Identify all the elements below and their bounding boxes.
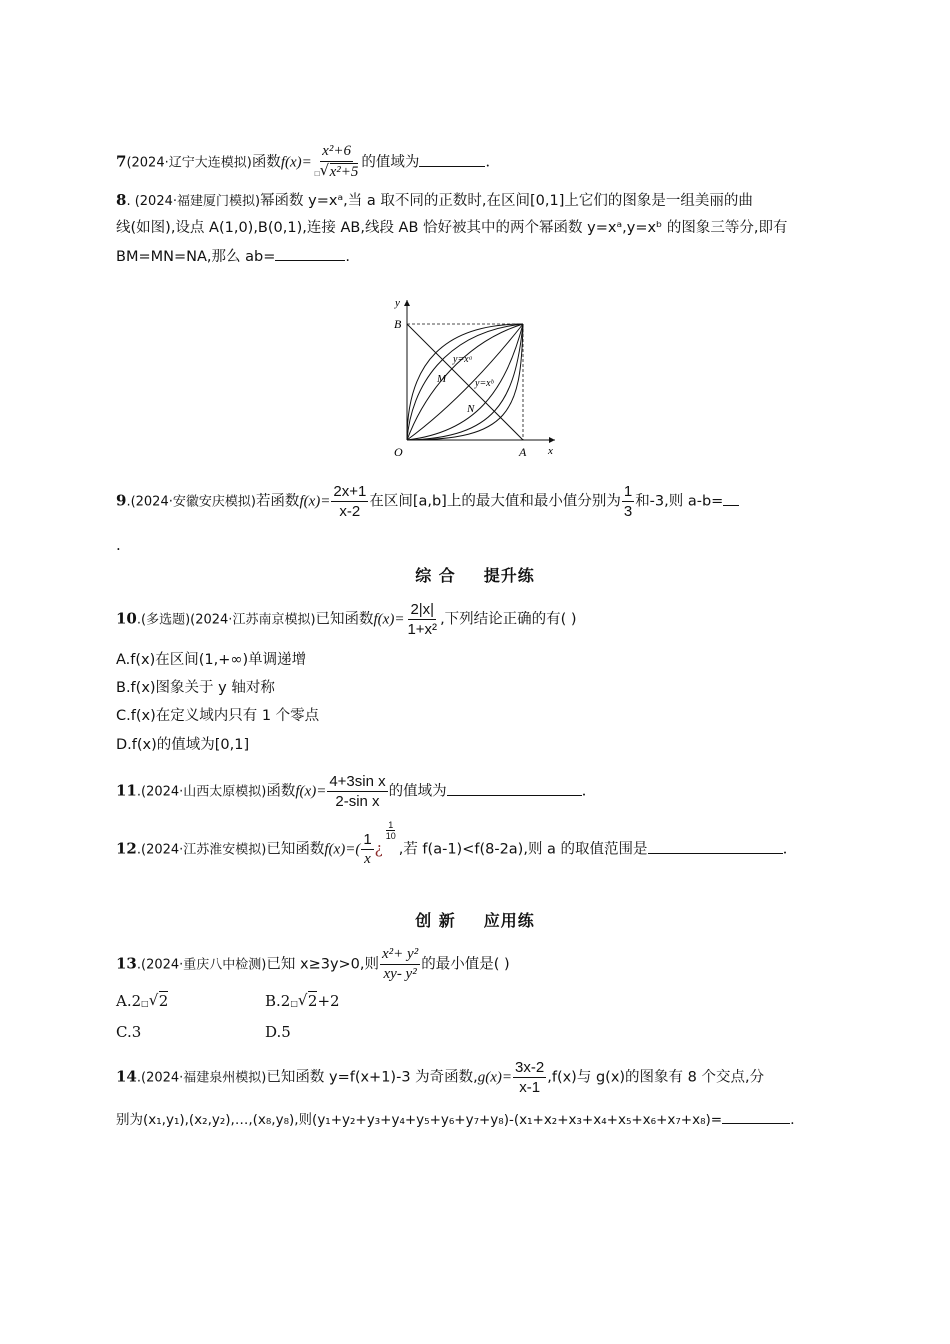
- question-text-tail: ,f(x)与 g(x)的图象有 8 个交点,分: [547, 1069, 765, 1086]
- radical: [320, 162, 359, 182]
- denominator: x: [364, 851, 371, 867]
- question-14-line-2: [116, 1109, 795, 1130]
- numerator: 3x-2: [515, 1059, 545, 1076]
- question-source: .(2024·山西太原模拟): [136, 784, 267, 800]
- question-line-1: 幂函数 y=xᵃ,当 a 取不同的正数时,在区间[0,1]上它们的图象是一组美丽的曲: [260, 193, 753, 209]
- radical: [149, 991, 169, 1011]
- question-text: 函数: [266, 783, 296, 800]
- question-number: 11: [116, 781, 137, 800]
- x-axis-arrow-icon: [549, 437, 555, 443]
- answer-blank[interactable]: [275, 246, 345, 261]
- option-tail: +2: [317, 992, 340, 1010]
- root-index-icon: □: [141, 999, 149, 1008]
- section-heading-comprehensive: [0, 563, 950, 586]
- question-9-end: .: [116, 536, 121, 554]
- fraction: [361, 830, 373, 869]
- question-13: [116, 945, 510, 984]
- numerator: 1: [623, 483, 633, 500]
- label-x: x: [548, 445, 553, 457]
- question-line-2: 别为(x₁,y₁),(x₂,y₂),…,(x₈,y₈),则(y₁+y₂+y₃+y₄+y₅+y₆+y₇+y₈)-(x₁+x₂+x₃+x₄+x₅+x₆+x₇+x₈)=: [116, 1112, 723, 1128]
- question-text-tail: 的值域为: [388, 783, 447, 800]
- exponent-numerator: 1: [388, 820, 394, 830]
- y-axis-arrow-icon: [404, 300, 410, 306]
- answer-blank[interactable]: [648, 839, 783, 854]
- option-label: B.2: [265, 992, 291, 1010]
- question-source: .(2024·重庆八中检测): [136, 957, 267, 973]
- numerator: 1: [363, 831, 372, 848]
- answer-blank[interactable]: [447, 781, 582, 796]
- period: .: [790, 1112, 795, 1128]
- function-name: f(x)=: [280, 154, 312, 171]
- question-text-tail: ,下列结论正确的有( ): [440, 611, 577, 628]
- section-label-a: 综 合: [415, 566, 456, 585]
- fraction: [313, 142, 361, 183]
- question-text: 函数: [251, 154, 281, 171]
- fraction: [405, 600, 439, 639]
- question-line-3: BM=MN=NA,那么 ab=: [116, 249, 276, 265]
- option-b[interactable]: [265, 991, 340, 1014]
- radicand: 2: [158, 992, 169, 1010]
- exponent-fraction: [384, 820, 398, 841]
- label-y-xb: y=xᵇ: [475, 378, 494, 389]
- fraction: [513, 1058, 546, 1097]
- question-text: 已知 x≥3y>0,则: [266, 956, 380, 973]
- question-7: [116, 142, 490, 183]
- fraction: [327, 772, 387, 811]
- radical: [298, 991, 318, 1011]
- question-number: 12: [116, 839, 137, 858]
- label-m: M: [437, 373, 447, 385]
- question-text: 若函数: [255, 493, 300, 510]
- numerator: x²+ y²: [380, 945, 420, 965]
- question-text-tail: 和-3,则 a-b=: [635, 493, 724, 510]
- radicand: 2: [307, 992, 318, 1010]
- max-value-fraction: [622, 482, 634, 521]
- numerator: 2|x|: [410, 601, 435, 618]
- label-y: y: [395, 297, 400, 309]
- option-d[interactable]: D.5: [265, 1023, 291, 1041]
- function-name: f(x)=(: [324, 841, 361, 858]
- denominator: x-1: [519, 1079, 541, 1096]
- question-text: 已知函数: [315, 611, 374, 628]
- question-source: (2024·辽宁大连模拟): [126, 155, 252, 171]
- question-number: 8: [116, 191, 127, 209]
- function-name: f(x)=: [299, 493, 331, 510]
- numerator: x²+6: [320, 142, 353, 162]
- question-number: 7: [116, 152, 127, 171]
- option-c[interactable]: C.3: [116, 1023, 142, 1041]
- answer-blank[interactable]: [419, 152, 485, 167]
- root-index: □: [314, 169, 320, 178]
- question-text-tail: 的最小值是( ): [421, 956, 510, 973]
- question-11: [116, 772, 586, 811]
- option-label: A.2: [116, 992, 142, 1010]
- power-function-figure: [385, 292, 565, 462]
- denominator: 2-sin x: [335, 793, 380, 810]
- section-label-b: 提升练: [483, 566, 535, 585]
- denominator: [313, 162, 361, 183]
- question-8-line-2: 线(如图),设点 A(1,0),B(0,1),连接 AB,线段 AB 恰好被其中的两个幂函数 y=xᵃ,y=xᵇ 的图象三等分,即有: [116, 220, 788, 236]
- section-label-b: 应用练: [483, 911, 535, 930]
- fraction: [380, 945, 420, 984]
- question-10: [116, 600, 577, 639]
- question-text-tail: 的值域为: [361, 154, 420, 171]
- question-source: . (2024·福建厦门模拟): [126, 194, 261, 209]
- radicand: x²+5: [329, 164, 359, 180]
- question-number: 14: [116, 1067, 137, 1086]
- question-source: .(2024·福建泉州模拟): [136, 1070, 267, 1086]
- question-12: [116, 820, 788, 869]
- question-8: [116, 190, 753, 212]
- period: .: [782, 839, 788, 858]
- question-text-tail: ,若 f(a-1)<f(8-2a),则 a 的取值范围是: [398, 841, 648, 858]
- question-number: 10: [116, 609, 137, 628]
- root-index-icon: □: [290, 999, 298, 1008]
- denominator: 1+x²: [407, 621, 438, 638]
- label-y-xa: y=xᵃ: [453, 354, 473, 365]
- answer-blank[interactable]: [723, 491, 739, 506]
- question-source: .(多选题)(2024·江苏南京模拟): [136, 612, 316, 628]
- function-name: f(x)=: [295, 783, 327, 800]
- question-9: [116, 482, 739, 521]
- question-text-mid: 在区间[a,b]上的最大值和最小值分别为: [369, 493, 621, 510]
- function-name: f(x)=: [373, 611, 405, 628]
- question-8-line-3: [116, 246, 350, 267]
- answer-blank[interactable]: [722, 1109, 790, 1124]
- question-text: 已知函数: [266, 841, 325, 858]
- period: .: [581, 781, 587, 800]
- question-source: .(2024·江苏淮安模拟): [136, 842, 267, 858]
- denominator: x-2: [339, 503, 361, 520]
- question-14: [116, 1058, 764, 1097]
- period: .: [345, 249, 350, 265]
- denominator: xy- y²: [383, 966, 417, 982]
- question-text: 已知函数 y=f(x+1)-3 为奇函数,: [266, 1069, 478, 1086]
- garbled-glyph: ¿: [374, 839, 383, 858]
- label-o: O: [394, 445, 403, 459]
- option-d[interactable]: D.f(x)的值域为[0,1]: [116, 737, 250, 753]
- label-n: N: [467, 403, 475, 415]
- option-c[interactable]: C.f(x)在定义域内只有 1 个零点: [116, 708, 320, 724]
- function-name: g(x)=: [477, 1069, 513, 1086]
- period: .: [485, 152, 491, 171]
- label-a: A: [519, 445, 527, 459]
- numerator: 2x+1: [333, 483, 367, 500]
- option-b[interactable]: B.f(x)图象关于 y 轴对称: [116, 680, 275, 696]
- exponent-denominator: 10: [385, 831, 396, 841]
- numerator: 4+3sin x: [329, 773, 386, 790]
- section-heading-innovation: [0, 908, 950, 931]
- fraction: [331, 482, 368, 521]
- option-a[interactable]: A.f(x)在区间(1,+∞)单调递增: [116, 652, 307, 668]
- denominator: 3: [623, 503, 633, 520]
- option-a[interactable]: [116, 991, 168, 1014]
- question-number: 13: [116, 954, 137, 973]
- label-b: B: [394, 317, 402, 331]
- question-number: 9: [116, 491, 127, 510]
- section-label-a: 创 新: [415, 911, 456, 930]
- question-source: .(2024·安徽安庆模拟): [126, 494, 256, 510]
